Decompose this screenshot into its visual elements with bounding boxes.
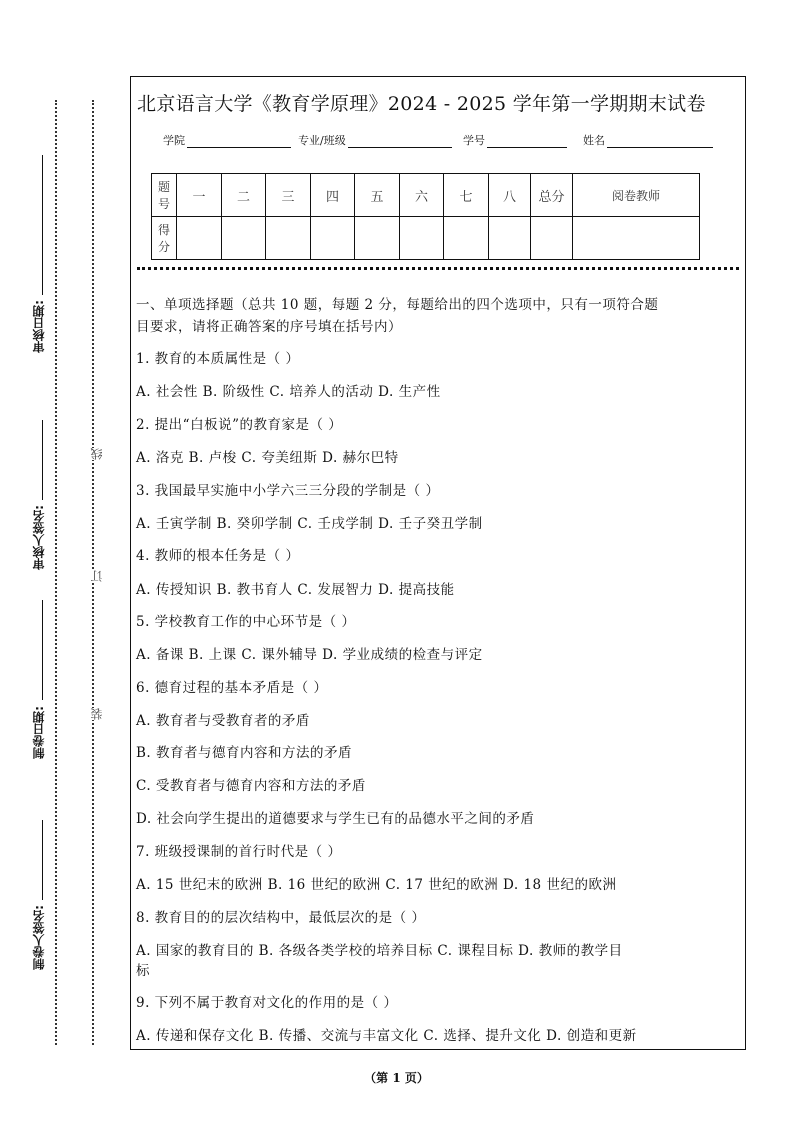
question-stem: 6. 德育过程的基本矛盾是（ ） xyxy=(136,680,328,696)
question-options: A. 15 世纪末的欧洲 B. 16 世纪的欧洲 C. 17 世纪的欧洲 D. 18 世纪的欧洲 xyxy=(136,877,617,893)
field-underline[interactable] xyxy=(348,135,452,148)
question-options: A. 传授知识 B. 教书育人 C. 发展智力 D. 提高技能 xyxy=(136,582,455,598)
compiler-signature-label: 制卷人签名: xyxy=(32,905,46,970)
question-options: C. 受教育者与德育内容和方法的矛盾 xyxy=(136,778,366,794)
major-class-field[interactable] xyxy=(298,132,452,148)
question-stem: 2. 提出“白板说”的教育家是（ ） xyxy=(136,417,343,433)
score-table-header-row xyxy=(152,174,700,217)
question-options: 标 xyxy=(136,963,150,979)
binding-mark: 订 xyxy=(90,570,104,582)
score-cell[interactable] xyxy=(489,217,531,260)
field-label: 学号 xyxy=(463,134,485,147)
question-options: B. 教育者与德育内容和方法的矛盾 xyxy=(136,745,353,761)
field-label: 学院 xyxy=(163,134,185,147)
signature-underline xyxy=(42,155,43,295)
header-cell: 题号 xyxy=(152,174,177,217)
score-cell[interactable] xyxy=(177,217,222,260)
question-options: A. 传递和保存文化 B. 传播、交流与丰富文化 C. 选择、提升文化 D. 创造和更新 xyxy=(136,1028,637,1044)
question-options: A. 壬寅学制 B. 癸卯学制 C. 壬戌学制 D. 壬子癸丑学制 xyxy=(136,516,483,532)
exam-title: 北京语言大学《教育学原理》2024 - 2025 学年第一学期期末试卷 xyxy=(137,93,706,115)
field-label: 姓名 xyxy=(583,134,605,147)
score-cell[interactable] xyxy=(400,217,444,260)
signature-underline xyxy=(42,820,43,900)
score-cell[interactable] xyxy=(222,217,266,260)
binding-mark: 线 xyxy=(90,448,104,460)
compile-date-label: 制卷日期: xyxy=(32,706,46,759)
exam-content-frame xyxy=(130,76,746,1050)
question-stem: 5. 学校教育工作的中心环节是（ ） xyxy=(136,614,356,630)
question-options: A. 备课 B. 上课 C. 课外辅导 D. 学业成绩的检查与评定 xyxy=(136,647,483,663)
field-label: 专业/班级 xyxy=(298,134,346,147)
header-cell: 六 xyxy=(400,174,444,217)
header-cell: 四 xyxy=(311,174,355,217)
binding-dotted-line xyxy=(55,100,57,1045)
question-options: A. 教育者与受教育者的矛盾 xyxy=(136,713,310,729)
question-stem: 8. 教育目的的层次结构中，最低层次的是（ ） xyxy=(136,910,426,926)
section-heading: 一、单项选择题（总共 10 题，每题 2 分，每题给出的四个选项中，只有一项符合题 xyxy=(136,297,659,313)
student-id-field[interactable] xyxy=(463,132,567,148)
signature-underline xyxy=(42,600,43,700)
field-underline[interactable] xyxy=(487,135,567,148)
question-options: A. 国家的教育目的 B. 各级各类学校的培养目标 C. 课程目标 D. 教师的教学目 xyxy=(136,943,623,959)
score-cell[interactable] xyxy=(266,217,311,260)
question-stem: 1. 教育的本质属性是（ ） xyxy=(136,351,300,367)
header-cell: 二 xyxy=(222,174,266,217)
question-options: A. 社会性 B. 阶级性 C. 培养人的活动 D. 生产性 xyxy=(136,384,441,400)
score-cell[interactable] xyxy=(355,217,400,260)
score-cell[interactable] xyxy=(311,217,355,260)
question-stem: 4. 教师的根本任务是（ ） xyxy=(136,548,300,564)
score-row-label: 得分 xyxy=(152,217,177,260)
header-cell: 阅卷教师 xyxy=(573,174,700,217)
header-cell: 五 xyxy=(355,174,400,217)
question-options: D. 社会向学生提出的道德要求与学生已有的品德水平之间的矛盾 xyxy=(136,811,535,827)
header-cell: 一 xyxy=(177,174,222,217)
score-table-score-row xyxy=(152,217,700,260)
college-field[interactable] xyxy=(163,132,291,148)
score-table xyxy=(151,173,700,260)
reviewer-signature-label: 审核人签名: xyxy=(32,505,46,570)
header-cell: 三 xyxy=(266,174,311,217)
section-heading: 目要求，请将正确答案的序号填在括号内） xyxy=(136,319,402,335)
field-underline[interactable] xyxy=(607,135,713,148)
question-stem: 9. 下列不属于教育对文化的作用的是（ ） xyxy=(136,995,398,1011)
header-cell: 七 xyxy=(444,174,489,217)
page-number: （第 1 页） xyxy=(364,1071,429,1085)
dotted-separator xyxy=(137,267,739,270)
binding-mark: 装 xyxy=(90,708,104,720)
signature-underline xyxy=(42,420,43,500)
header-cell: 八 xyxy=(489,174,531,217)
review-date-label: 审核日期: xyxy=(32,300,46,353)
field-underline[interactable] xyxy=(187,135,291,148)
question-stem: 3. 我国最早实施中小学六三三分段的学制是（ ） xyxy=(136,483,440,499)
name-field[interactable] xyxy=(583,132,713,148)
question-stem: 7. 班级授课制的首行时代是（ ） xyxy=(136,844,342,860)
header-cell: 总分 xyxy=(531,174,573,217)
score-cell[interactable] xyxy=(573,217,700,260)
question-options: A. 洛克 B. 卢梭 C. 夸美纽斯 D. 赫尔巴特 xyxy=(136,450,399,466)
score-cell[interactable] xyxy=(531,217,573,260)
score-cell[interactable] xyxy=(444,217,489,260)
